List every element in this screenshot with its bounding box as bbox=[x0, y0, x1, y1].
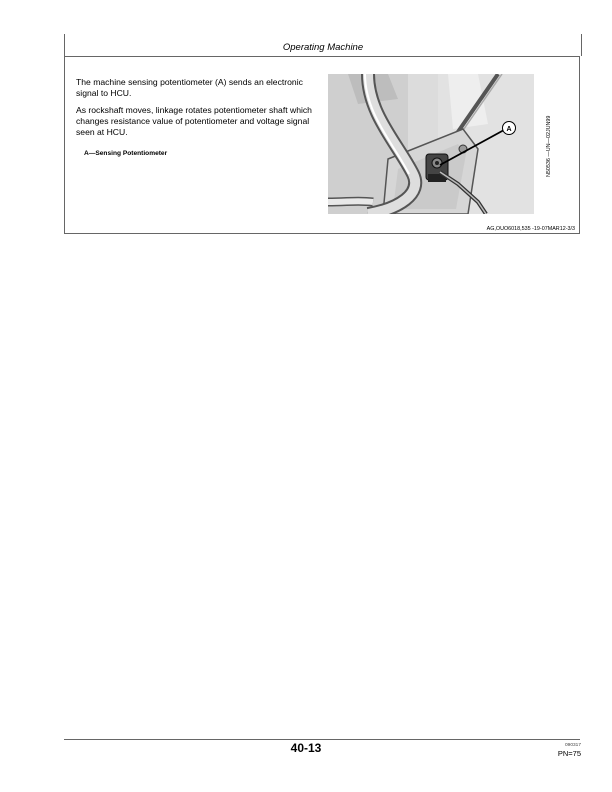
paragraph-rockshaft: As rockshaft moves, linkage rotates potentiometer shaft which changes resistance value of potentiometer and voltage signal seen at HCU. bbox=[76, 105, 312, 137]
callout-legend: A—Sensing Potentiometer bbox=[84, 150, 168, 157]
content-box bbox=[64, 56, 580, 234]
footer-date-code: 090317 bbox=[564, 743, 581, 748]
callout-a-label: A bbox=[506, 126, 512, 133]
section-title: Operating Machine bbox=[282, 42, 364, 53]
footer-rule bbox=[64, 739, 580, 740]
sensing-potentiometer-photo bbox=[328, 74, 534, 214]
footer-part-number: PN=75 bbox=[557, 749, 581, 758]
figure-id: N50536 —UN—02JUN99 bbox=[546, 115, 552, 177]
section-header bbox=[64, 34, 582, 56]
paragraph-intro: The machine sensing potentiometer (A) sends an electronic signal to HCU. bbox=[76, 77, 303, 98]
document-id: AG,OUO6018,535 -19-07MAR12-3/3 bbox=[486, 226, 575, 232]
page-number: 40-13 bbox=[290, 741, 322, 755]
